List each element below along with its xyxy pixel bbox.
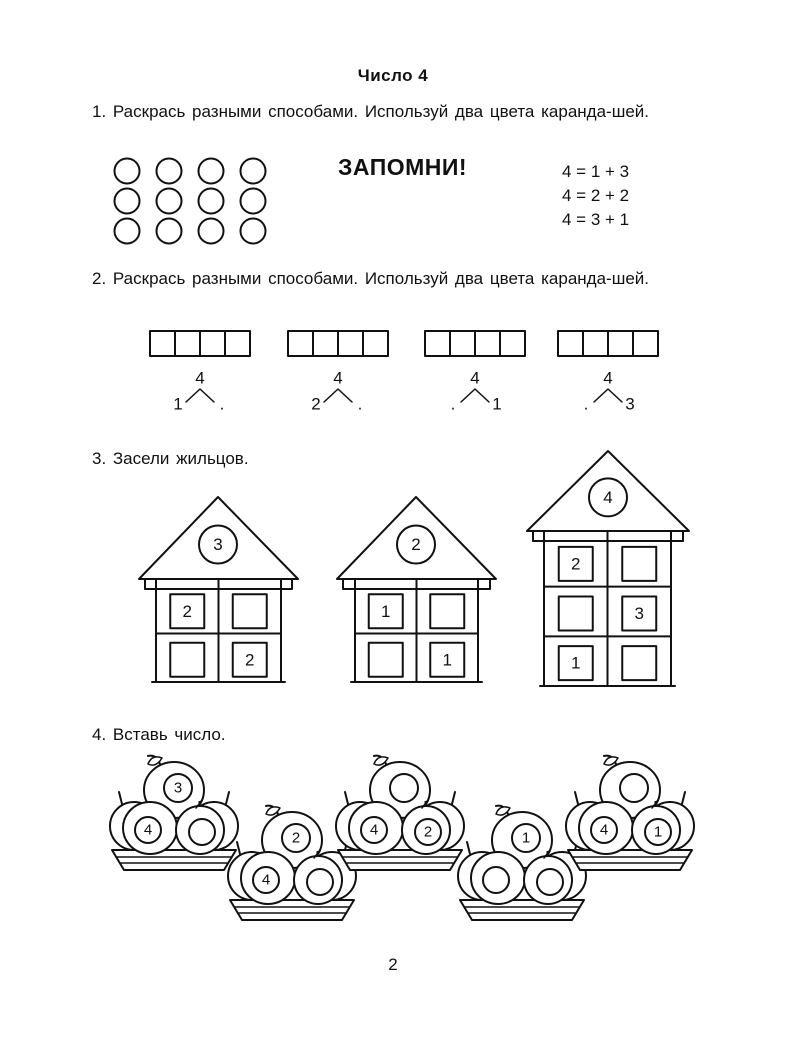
house-window xyxy=(622,646,656,680)
window-number: 1 xyxy=(381,601,391,621)
coloring-circles-grid xyxy=(115,159,266,244)
window-number: 2 xyxy=(182,601,192,621)
basket-body xyxy=(338,850,462,870)
strip-cell xyxy=(558,331,583,356)
number-strip-group xyxy=(558,331,658,414)
apple-left-number: 4 xyxy=(369,821,379,839)
apple-right-circle xyxy=(307,869,333,895)
bond-right: 1 xyxy=(492,394,502,414)
task-4-text: 4. Вставь число. xyxy=(92,725,226,744)
apple-basket xyxy=(110,756,238,870)
apple-stem xyxy=(452,792,455,804)
roof-number: 4 xyxy=(603,487,613,507)
apple-right-number: 2 xyxy=(423,823,433,841)
apple-top-number: 2 xyxy=(291,829,301,847)
apple-right-number: 1 xyxy=(653,823,663,841)
strip-cell xyxy=(313,331,338,356)
window-number: 1 xyxy=(571,653,581,673)
bond-branches xyxy=(594,389,622,402)
strip-cell xyxy=(288,331,313,356)
window-number: 2 xyxy=(245,650,255,670)
strip-cell xyxy=(200,331,225,356)
equation-3: 4 = 3 + 1 xyxy=(562,210,630,229)
apple-top-circle xyxy=(390,774,418,802)
number-strip-group xyxy=(425,331,525,414)
house-window xyxy=(559,597,593,631)
coloring-circle xyxy=(199,189,224,214)
coloring-circle xyxy=(199,159,224,184)
apple-right-circle xyxy=(537,869,563,895)
number-strip-group xyxy=(288,331,388,414)
house xyxy=(139,497,298,682)
apple-left-number: 4 xyxy=(143,821,153,839)
bond-right: . xyxy=(219,394,225,414)
strip-cell xyxy=(450,331,475,356)
strip-cell xyxy=(338,331,363,356)
coloring-circle xyxy=(241,219,266,244)
page-title: Число 4 xyxy=(357,66,429,85)
bond-right: . xyxy=(357,394,363,414)
coloring-circle xyxy=(241,159,266,184)
window-number: 1 xyxy=(442,650,452,670)
house-window xyxy=(430,594,464,628)
roof-number: 3 xyxy=(213,535,223,555)
apple-stem xyxy=(467,842,470,854)
strip-cell xyxy=(500,331,525,356)
number-strip-group xyxy=(150,331,250,414)
strip-cell xyxy=(608,331,633,356)
task-1-text: 1. Раскрась разными способами. Используй два цвета каранда-шей. xyxy=(92,102,650,121)
bond-left: 2 xyxy=(311,394,321,414)
apple-stem xyxy=(345,792,348,804)
coloring-circle xyxy=(157,189,182,214)
window-number: 2 xyxy=(571,554,581,574)
apple-stem xyxy=(119,792,122,804)
coloring-circle xyxy=(157,219,182,244)
window-number: 3 xyxy=(634,604,644,623)
bond-branches xyxy=(461,389,489,402)
bond-total: 4 xyxy=(195,368,205,388)
bond-total: 4 xyxy=(470,368,480,388)
apple-basket xyxy=(566,756,694,870)
apple-stem xyxy=(226,792,229,804)
house-window xyxy=(369,643,403,677)
bond-total: 4 xyxy=(333,368,343,388)
task-3-text: 3. Засели жильцов. xyxy=(92,449,249,468)
strip-cell xyxy=(425,331,450,356)
number-houses xyxy=(139,451,689,686)
basket-body xyxy=(112,850,236,870)
coloring-circle xyxy=(157,159,182,184)
bond-left: . xyxy=(450,394,456,414)
coloring-circle xyxy=(115,189,140,214)
apple-left-number: 4 xyxy=(599,821,609,839)
apple-left-circle xyxy=(483,867,509,893)
coloring-circle xyxy=(115,219,140,244)
coloring-circle xyxy=(115,159,140,184)
apple-left-number: 4 xyxy=(261,871,271,889)
strip-cell xyxy=(175,331,200,356)
page-number: 2 xyxy=(388,955,398,974)
bond-branches xyxy=(324,389,352,402)
roof-number: 2 xyxy=(411,535,421,555)
house xyxy=(527,451,689,686)
bond-right: 3 xyxy=(625,394,635,414)
strip-cell xyxy=(363,331,388,356)
coloring-circle xyxy=(199,219,224,244)
task-2-text: 2. Раскрась разными способами. Используй два цвета каранда-шей. xyxy=(92,269,650,288)
apple-top-number: 3 xyxy=(173,779,183,797)
strip-cell xyxy=(633,331,658,356)
strip-cell xyxy=(150,331,175,356)
number-strips xyxy=(150,331,658,414)
equation-1: 4 = 1 + 3 xyxy=(562,162,630,181)
bond-left: . xyxy=(583,394,589,414)
house xyxy=(337,497,496,682)
bond-total: 4 xyxy=(603,368,613,388)
strip-cell xyxy=(475,331,500,356)
apple-stem xyxy=(237,842,240,854)
bond-branches xyxy=(186,389,214,402)
apple-stem xyxy=(575,792,578,804)
basket-body xyxy=(460,900,584,920)
strip-cell xyxy=(583,331,608,356)
apple-top-number: 1 xyxy=(521,829,531,847)
apple-baskets xyxy=(110,756,694,920)
equation-2: 4 = 2 + 2 xyxy=(562,186,630,205)
house-window xyxy=(170,643,204,677)
coloring-circle xyxy=(241,189,266,214)
apple-top-circle xyxy=(620,774,648,802)
house-window xyxy=(622,547,656,581)
bond-left: 1 xyxy=(173,394,183,414)
strip-cell xyxy=(225,331,250,356)
basket-body xyxy=(568,850,692,870)
apple-right-circle xyxy=(189,819,215,845)
remember-label: ЗАПОМНИ! xyxy=(338,154,468,180)
apple-basket xyxy=(336,756,464,870)
house-window xyxy=(233,594,267,628)
basket-body xyxy=(230,900,354,920)
apple-stem xyxy=(682,792,685,804)
